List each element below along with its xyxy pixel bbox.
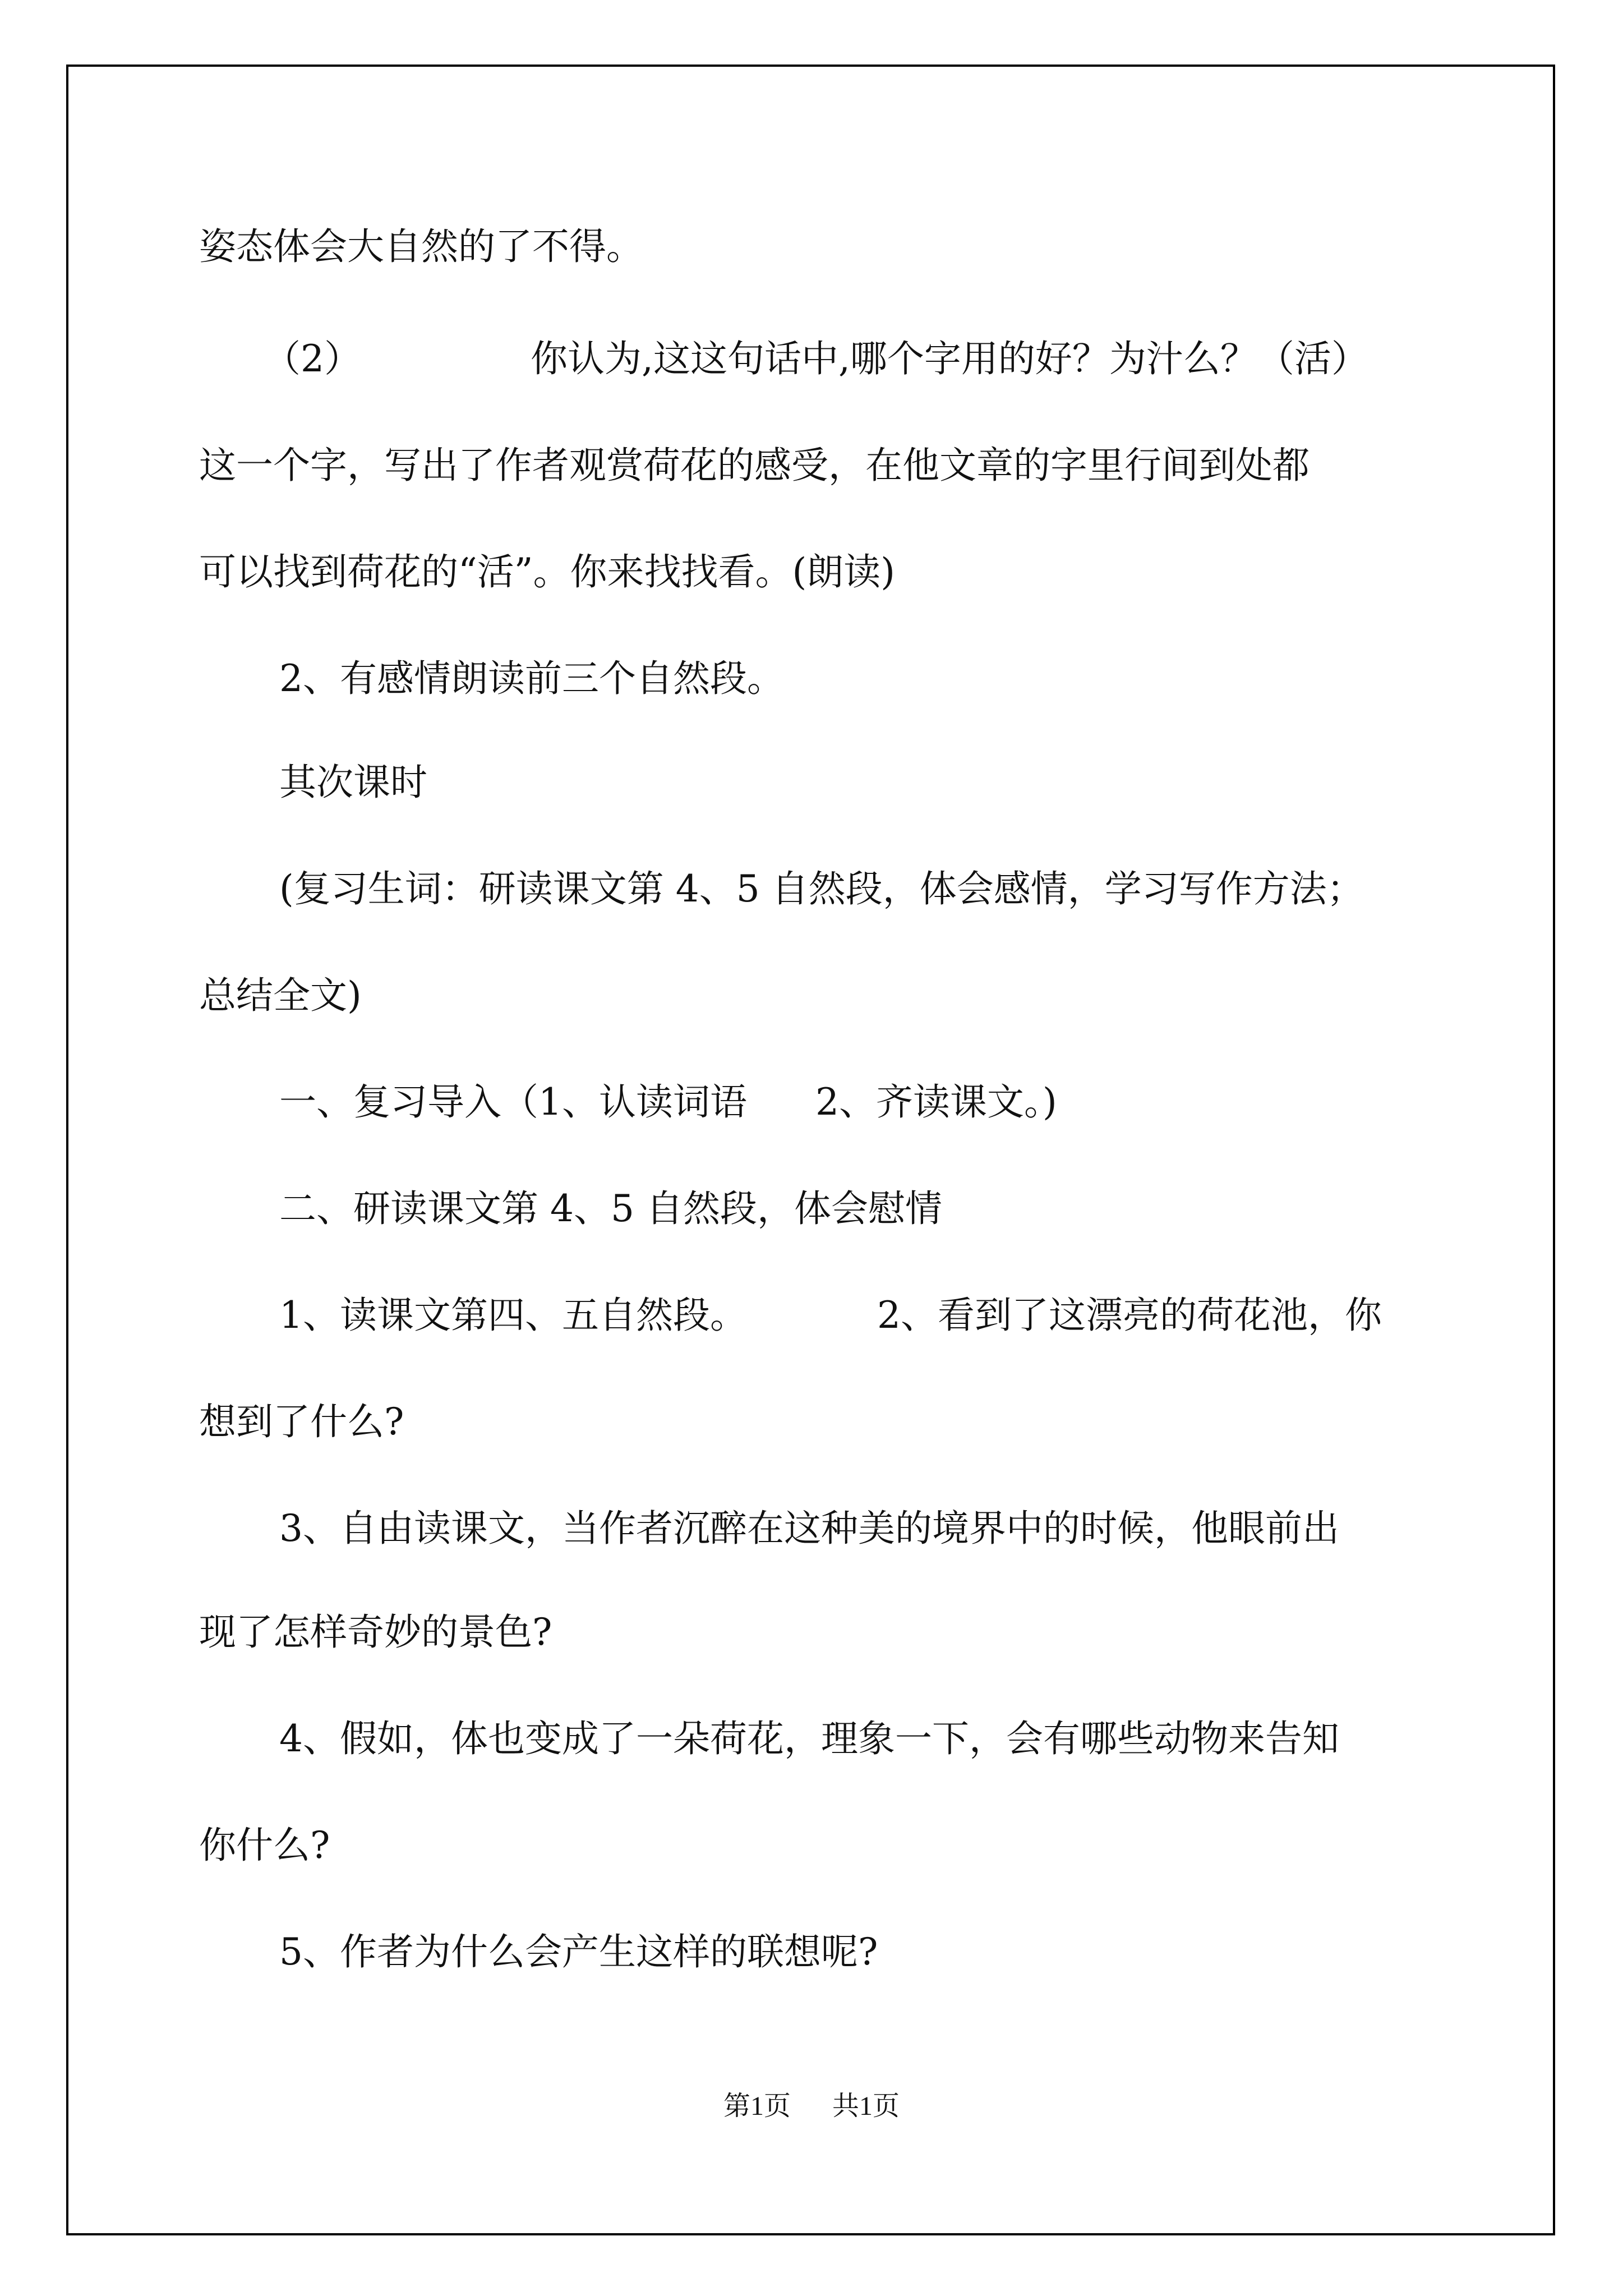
item-number: （2） [264, 337, 361, 380]
text-line: 二、研读课文第 4、5 自然段，体会慰情 [279, 1187, 942, 1230]
text-line: 想到了什么? [199, 1400, 404, 1443]
text-line [279, 1293, 1382, 1338]
page-border [66, 65, 1555, 2235]
text-line: (复习生词：研读课文第 4、5 自然段，体会感情，学习写作方法； [279, 867, 1364, 910]
question-text: 你认为,这这句话中,哪个字用的好？为汁么？（活） [530, 337, 1368, 380]
text-line: 你什么? [199, 1824, 330, 1867]
text-line: 这一个字，写出了作者观赏荷花的感受，在他文章的字里行间到处都 [199, 444, 1310, 487]
text-line: 姿态体会大自然的了不得。 [199, 225, 643, 268]
text-line [264, 337, 1368, 381]
page-number: 第1页 [723, 2091, 791, 2121]
text-line: 3、自由读课文，当作者沉醉在这种美的境界中的时候，他眼前出 [279, 1507, 1339, 1550]
section-heading: 其次课时 [279, 761, 427, 804]
text-line: 总结全文) [199, 974, 362, 1017]
step-two-text: 2、看到了这漂亮的荷花池，你 [877, 1294, 1382, 1337]
page-total: 共1页 [832, 2091, 900, 2121]
text-line: 4、假如，体也变成了一朵荷花，理象一下，会有哪些动物来告知 [279, 1717, 1339, 1760]
step-one-text: 一、复习导入（1、认读词语 [279, 1080, 747, 1124]
text-line: 现了怎样奇妙的景色? [199, 1611, 552, 1654]
text-line: 2、有感情朗读前三个自然段。 [279, 657, 784, 700]
step-one-text: 1、读课文第四、五自然段。 [279, 1294, 747, 1337]
text-line [279, 1080, 1057, 1125]
page-footer [0, 2090, 1623, 2123]
step-two-text: 2、齐读课文。) [815, 1080, 1057, 1124]
text-line: 可以找到荷花的“活”。你来找找看。(朗读) [199, 550, 895, 593]
text-line: 5、作者为什么会产生这样的联想呢? [279, 1930, 878, 1973]
